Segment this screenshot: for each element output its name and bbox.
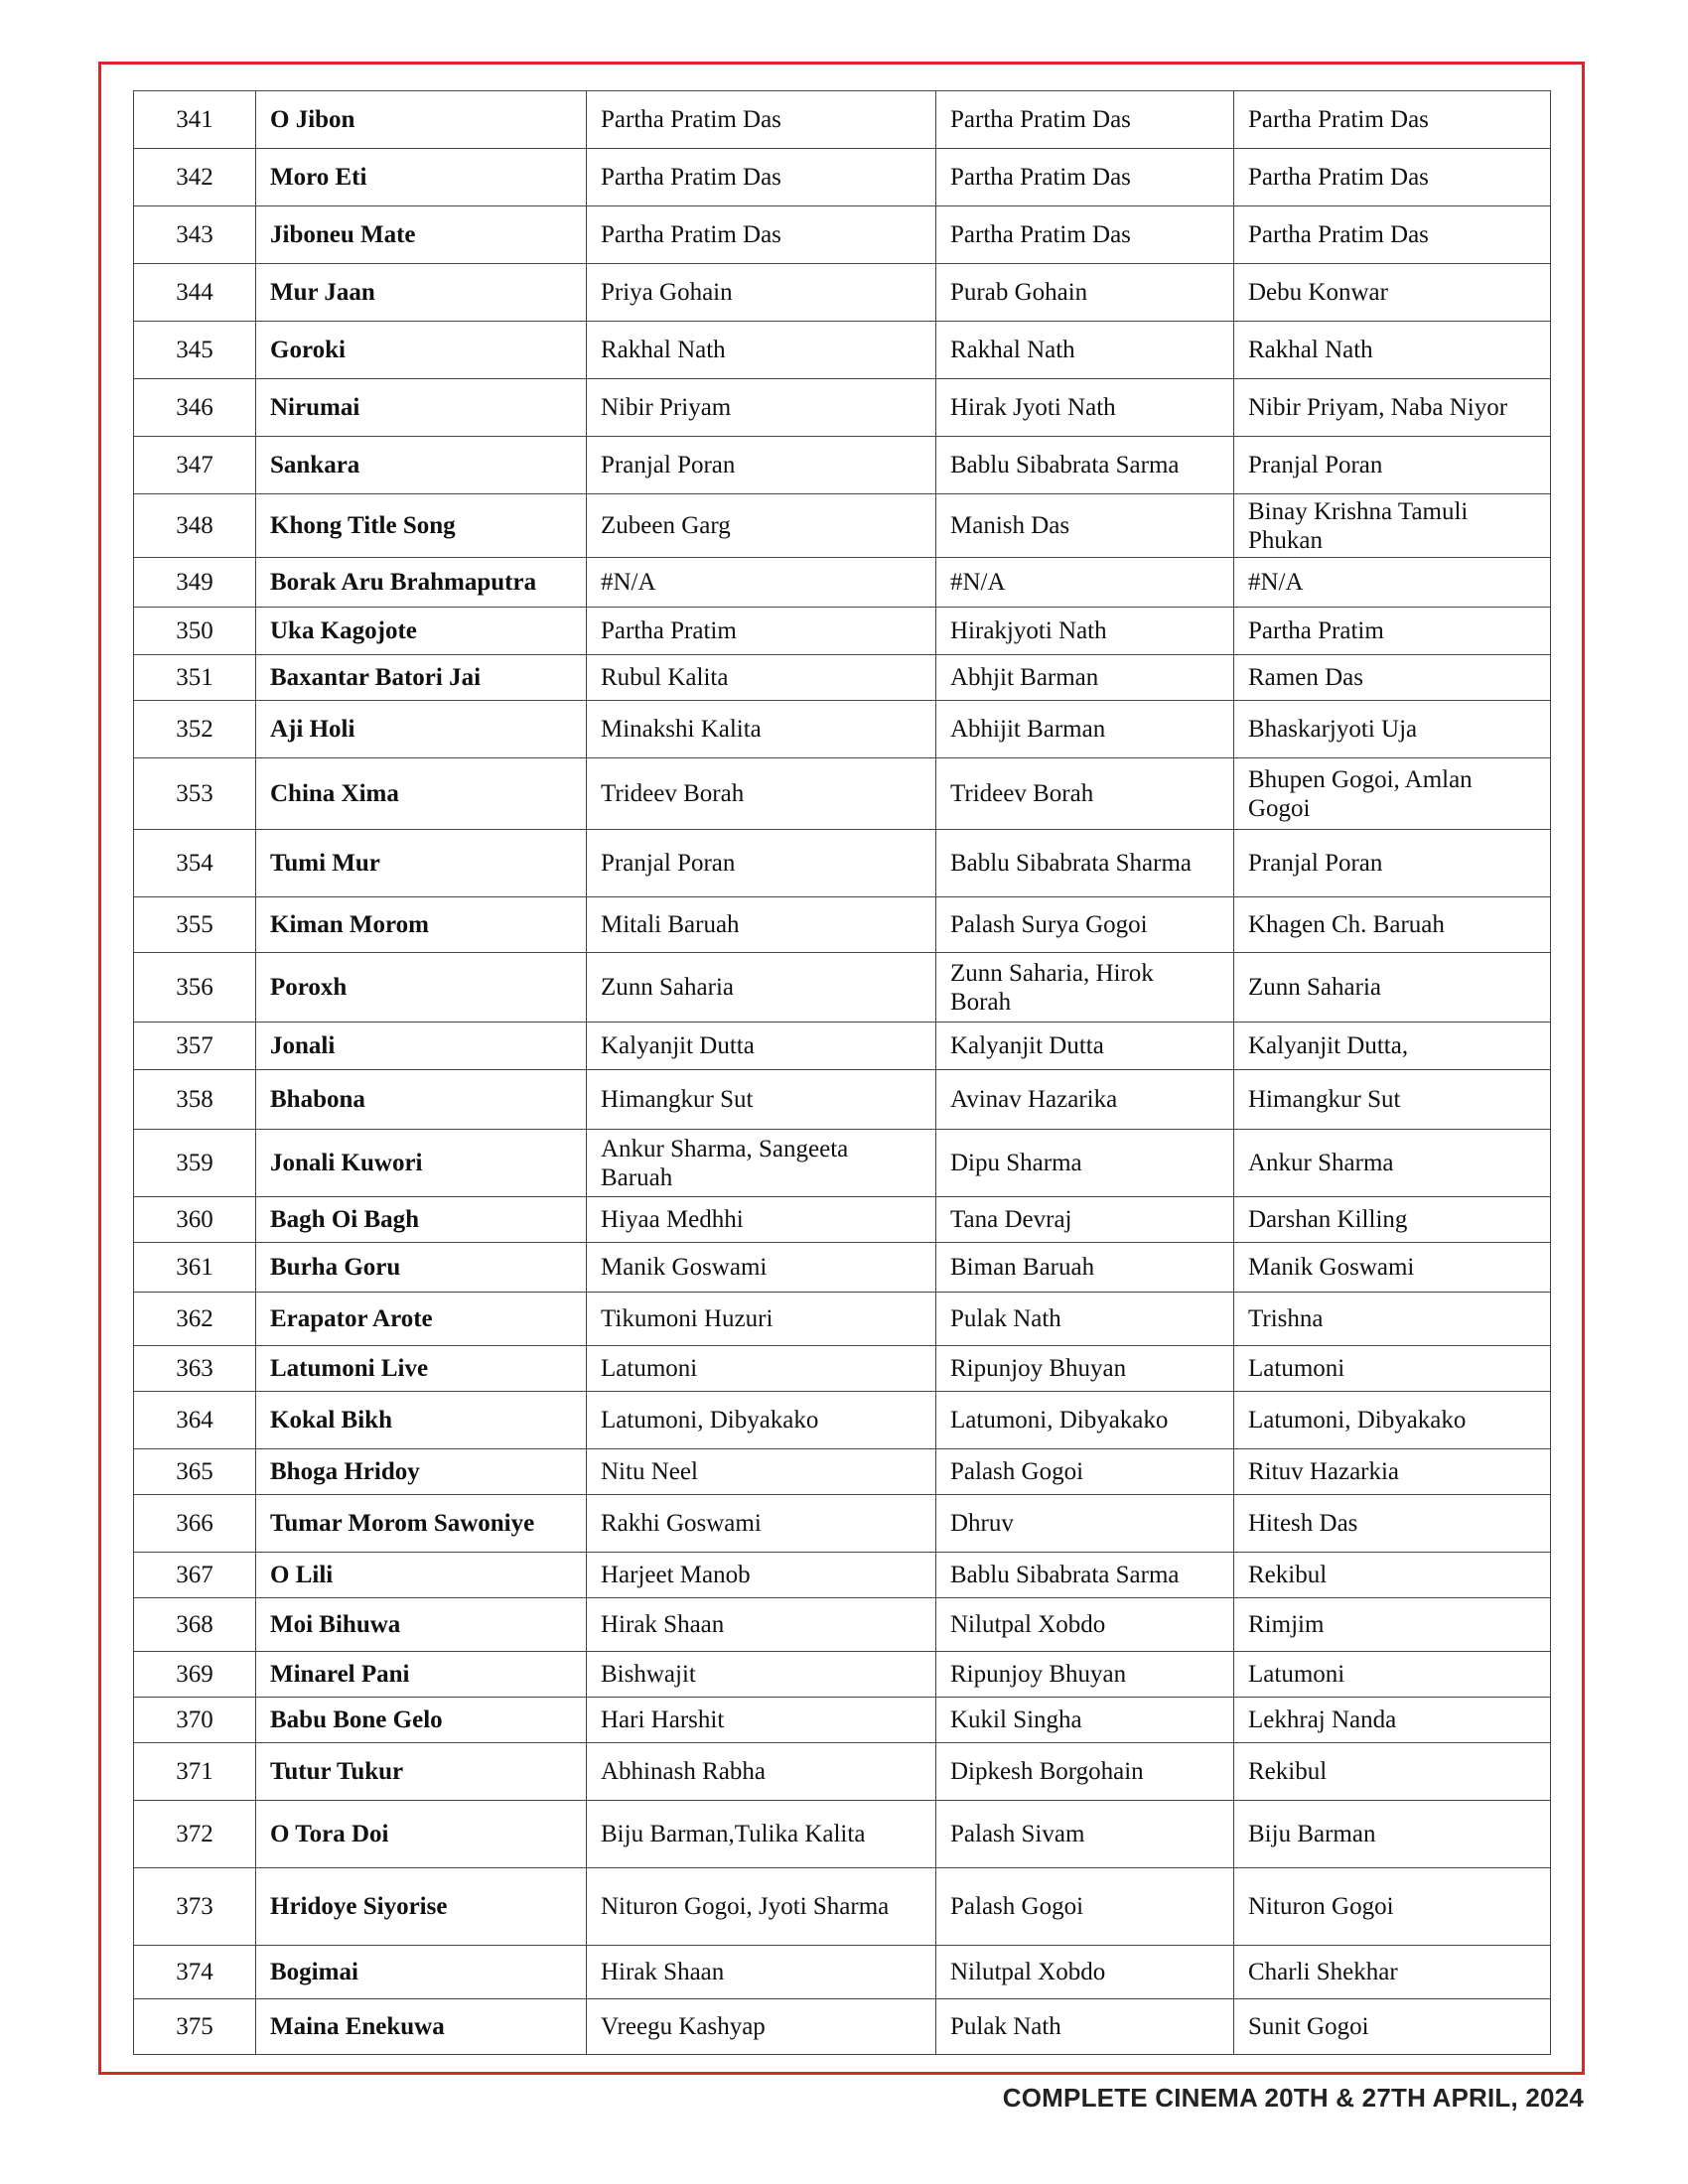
lyricist-cell: Kalyanjit Dutta, [1234,1023,1551,1070]
song-title-cell: Bhoga Hridoy [256,1449,587,1495]
composer-cell: Pulak Nath [936,1293,1234,1346]
song-title-cell: Maina Enekuwa [256,1999,587,2055]
singer-cell: Latumoni, Dibyakako [587,1392,936,1449]
singer-cell: Partha Pratim [587,608,936,655]
lyricist-cell: Trishna [1234,1293,1551,1346]
song-number-cell: 346 [134,379,256,437]
table-row [134,701,1551,758]
song-title-cell: Jiboneu Mate [256,206,587,264]
song-title-cell: Bogimai [256,1946,587,1999]
lyricist-cell: Partha Pratim Das [1234,91,1551,149]
song-number-cell: 355 [134,897,256,953]
table-row [134,1392,1551,1449]
singer-cell: Manik Goswami [587,1243,936,1293]
lyricist-cell: Pranjal Poran [1234,830,1551,897]
lyricist-cell: Rimjim [1234,1598,1551,1652]
song-title-cell: Uka Kagojote [256,608,587,655]
song-number-cell: 358 [134,1070,256,1130]
song-title-cell: Hridoye Siyorise [256,1868,587,1946]
table-row [134,1946,1551,1999]
table-row [134,608,1551,655]
lyricist-cell: Pranjal Poran [1234,437,1551,494]
singer-cell: Rakhi Goswami [587,1495,936,1553]
song-title-cell: Khong Title Song [256,494,587,558]
table-row [134,830,1551,897]
song-number-cell: 361 [134,1243,256,1293]
lyricist-cell: Hitesh Das [1234,1495,1551,1553]
lyricist-cell: Ankur Sharma [1234,1130,1551,1197]
song-number-cell: 343 [134,206,256,264]
singer-cell: Nituron Gogoi, Jyoti Sharma [587,1868,936,1946]
singer-cell: Vreegu Kashyap [587,1999,936,2055]
singer-cell: Minakshi Kalita [587,701,936,758]
lyricist-cell: Bhaskarjyoti Uja [1234,701,1551,758]
table-row [134,1553,1551,1598]
song-number-cell: 345 [134,322,256,379]
lyricist-cell: Rituv Hazarkia [1234,1449,1551,1495]
song-number-cell: 341 [134,91,256,149]
singer-cell: Hari Harshit [587,1698,936,1743]
song-title-cell: Jonali [256,1023,587,1070]
lyricist-cell: Lekhraj Nanda [1234,1698,1551,1743]
singer-cell: Pranjal Poran [587,830,936,897]
song-number-cell: 375 [134,1999,256,2055]
song-title-cell: Tumar Morom Sawoniye [256,1495,587,1553]
song-title-cell: Tumi Mur [256,830,587,897]
lyricist-cell: Partha Pratim Das [1234,149,1551,206]
singer-cell: Partha Pratim Das [587,206,936,264]
composer-cell: Ripunjoy Bhuyan [936,1346,1234,1392]
song-number-cell: 371 [134,1743,256,1801]
song-number-cell: 368 [134,1598,256,1652]
lyricist-cell: Manik Goswami [1234,1243,1551,1293]
composer-cell: Biman Baruah [936,1243,1234,1293]
song-number-cell: 365 [134,1449,256,1495]
table-row [134,437,1551,494]
singer-cell: Rakhal Nath [587,322,936,379]
singer-cell: Abhinash Rabha [587,1743,936,1801]
lyricist-cell: Rakhal Nath [1234,322,1551,379]
song-number-cell: 351 [134,655,256,701]
song-number-cell: 350 [134,608,256,655]
song-title-cell: O Tora Doi [256,1801,587,1868]
table-row [134,558,1551,608]
song-title-cell: Borak Aru Brahmaputra [256,558,587,608]
table-row [134,91,1551,149]
composer-cell: Hirakjyoti Nath [936,608,1234,655]
composer-cell: Hirak Jyoti Nath [936,379,1234,437]
song-number-cell: 347 [134,437,256,494]
singer-cell: #N/A [587,558,936,608]
song-title-cell: Nirumai [256,379,587,437]
composer-cell: Bablu Sibabrata Sarma [936,1553,1234,1598]
song-title-cell: Sankara [256,437,587,494]
table-row [134,1652,1551,1698]
composer-cell: Bablu Sibabrata Sharma [936,830,1234,897]
song-title-cell: O Jibon [256,91,587,149]
songs-table [133,90,1551,2055]
composer-cell: Abhjit Barman [936,655,1234,701]
lyricist-cell: Rekibul [1234,1743,1551,1801]
song-title-cell: Jonali Kuwori [256,1130,587,1197]
song-title-cell: Poroxh [256,953,587,1023]
lyricist-cell: #N/A [1234,558,1551,608]
song-number-cell: 364 [134,1392,256,1449]
table-row [134,897,1551,953]
song-title-cell: O Lili [256,1553,587,1598]
singer-cell: Partha Pratim Das [587,149,936,206]
composer-cell: Palash Gogoi [936,1868,1234,1946]
song-title-cell: Moro Eti [256,149,587,206]
song-number-cell: 373 [134,1868,256,1946]
lyricist-cell: Bhupen Gogoi, Amlan Gogoi [1234,758,1551,830]
singer-cell: Nibir Priyam [587,379,936,437]
lyricist-cell: Khagen Ch. Baruah [1234,897,1551,953]
composer-cell: Palash Sivam [936,1801,1234,1868]
song-title-cell: Babu Bone Gelo [256,1698,587,1743]
song-number-cell: 366 [134,1495,256,1553]
table-row [134,655,1551,701]
song-number-cell: 369 [134,1652,256,1698]
composer-cell: Palash Gogoi [936,1449,1234,1495]
table-row [134,1598,1551,1652]
page-footer: COMPLETE CINEMA 20TH & 27TH APRIL, 2024 [1002,2083,1584,2113]
table-row [134,1743,1551,1801]
song-title-cell: Goroki [256,322,587,379]
composer-cell: Avinav Hazarika [936,1070,1234,1130]
singer-cell: Partha Pratim Das [587,91,936,149]
composer-cell: Dhruv [936,1495,1234,1553]
lyricist-cell: Zunn Saharia [1234,953,1551,1023]
song-number-cell: 357 [134,1023,256,1070]
singer-cell: Mitali Baruah [587,897,936,953]
song-number-cell: 352 [134,701,256,758]
composer-cell: Trideev Borah [936,758,1234,830]
song-title-cell: Bagh Oi Bagh [256,1197,587,1243]
song-number-cell: 344 [134,264,256,322]
composer-cell: Manish Das [936,494,1234,558]
composer-cell: Partha Pratim Das [936,149,1234,206]
table-row [134,1197,1551,1243]
composer-cell: Partha Pratim Das [936,91,1234,149]
composer-cell: Rakhal Nath [936,322,1234,379]
singer-cell: Himangkur Sut [587,1070,936,1130]
singer-cell: Tikumoni Huzuri [587,1293,936,1346]
lyricist-cell: Debu Konwar [1234,264,1551,322]
composer-cell: Abhijit Barman [936,701,1234,758]
song-number-cell: 342 [134,149,256,206]
composer-cell: Zunn Saharia, Hirok Borah [936,953,1234,1023]
singer-cell: Biju Barman,Tulika Kalita [587,1801,936,1868]
table-row [134,1868,1551,1946]
composer-cell: Partha Pratim Das [936,206,1234,264]
lyricist-cell: Darshan Killing [1234,1197,1551,1243]
composer-cell: Nilutpal Xobdo [936,1598,1234,1652]
lyricist-cell: Himangkur Sut [1234,1070,1551,1130]
song-title-cell: Kiman Morom [256,897,587,953]
singer-cell: Nitu Neel [587,1449,936,1495]
song-number-cell: 348 [134,494,256,558]
table-row [134,1801,1551,1868]
song-number-cell: 367 [134,1553,256,1598]
table-row [134,1449,1551,1495]
table-row [134,379,1551,437]
song-number-cell: 359 [134,1130,256,1197]
composer-cell: Dipkesh Borgohain [936,1743,1234,1801]
lyricist-cell: Rekibul [1234,1553,1551,1598]
lyricist-cell: Nibir Priyam, Naba Niyor [1234,379,1551,437]
song-number-cell: 356 [134,953,256,1023]
lyricist-cell: Latumoni, Dibyakako [1234,1392,1551,1449]
table-row [134,1243,1551,1293]
singer-cell: Zubeen Garg [587,494,936,558]
lyricist-cell: Sunit Gogoi [1234,1999,1551,2055]
table-row [134,322,1551,379]
composer-cell: Ripunjoy Bhuyan [936,1652,1234,1698]
composer-cell: Dipu Sharma [936,1130,1234,1197]
composer-cell: Bablu Sibabrata Sarma [936,437,1234,494]
table-row [134,1495,1551,1553]
table-row [134,206,1551,264]
composer-cell: Kukil Singha [936,1698,1234,1743]
song-number-cell: 353 [134,758,256,830]
lyricist-cell: Latumoni [1234,1652,1551,1698]
lyricist-cell: Binay Krishna Tamuli Phukan [1234,494,1551,558]
singer-cell: Ankur Sharma, Sangeeta Baruah [587,1130,936,1197]
song-title-cell: Tutur Tukur [256,1743,587,1801]
lyricist-cell: Latumoni [1234,1346,1551,1392]
table-row [134,1023,1551,1070]
singer-cell: Bishwajit [587,1652,936,1698]
table-row [134,1346,1551,1392]
table-row [134,1999,1551,2055]
song-title-cell: Minarel Pani [256,1652,587,1698]
singer-cell: Rubul Kalita [587,655,936,701]
song-number-cell: 370 [134,1698,256,1743]
table-row [134,758,1551,830]
composer-cell: Nilutpal Xobdo [936,1946,1234,1999]
song-title-cell: Erapator Arote [256,1293,587,1346]
singer-cell: Priya Gohain [587,264,936,322]
lyricist-cell: Charli Shekhar [1234,1946,1551,1999]
song-number-cell: 354 [134,830,256,897]
song-number-cell: 360 [134,1197,256,1243]
lyricist-cell: Nituron Gogoi [1234,1868,1551,1946]
table-row [134,264,1551,322]
table-row [134,953,1551,1023]
composer-cell: Kalyanjit Dutta [936,1023,1234,1070]
singer-cell: Hiyaa Medhhi [587,1197,936,1243]
singer-cell: Pranjal Poran [587,437,936,494]
song-title-cell: Aji Holi [256,701,587,758]
song-title-cell: Mur Jaan [256,264,587,322]
table-row [134,1070,1551,1130]
singer-cell: Hirak Shaan [587,1598,936,1652]
composer-cell: Purab Gohain [936,264,1234,322]
song-title-cell: Latumoni Live [256,1346,587,1392]
singer-cell: Hirak Shaan [587,1946,936,1999]
table-row [134,1698,1551,1743]
song-title-cell: Bhabona [256,1070,587,1130]
song-title-cell: Burha Goru [256,1243,587,1293]
composer-cell: #N/A [936,558,1234,608]
song-number-cell: 362 [134,1293,256,1346]
composer-cell: Tana Devraj [936,1197,1234,1243]
song-title-cell: Moi Bihuwa [256,1598,587,1652]
singer-cell: Latumoni [587,1346,936,1392]
table-row [134,494,1551,558]
singer-cell: Zunn Saharia [587,953,936,1023]
table-row [134,149,1551,206]
song-number-cell: 372 [134,1801,256,1868]
song-title-cell: Kokal Bikh [256,1392,587,1449]
song-title-cell: Baxantar Batori Jai [256,655,587,701]
composer-cell: Palash Surya Gogoi [936,897,1234,953]
singer-cell: Harjeet Manob [587,1553,936,1598]
song-title-cell: China Xima [256,758,587,830]
lyricist-cell: Biju Barman [1234,1801,1551,1868]
lyricist-cell: Ramen Das [1234,655,1551,701]
table-row [134,1130,1551,1197]
table-row [134,1293,1551,1346]
lyricist-cell: Partha Pratim [1234,608,1551,655]
songs-table-body [134,91,1551,2055]
composer-cell: Pulak Nath [936,1999,1234,2055]
lyricist-cell: Partha Pratim Das [1234,206,1551,264]
song-number-cell: 374 [134,1946,256,1999]
singer-cell: Kalyanjit Dutta [587,1023,936,1070]
singer-cell: Trideev Borah [587,758,936,830]
song-number-cell: 363 [134,1346,256,1392]
song-number-cell: 349 [134,558,256,608]
composer-cell: Latumoni, Dibyakako [936,1392,1234,1449]
